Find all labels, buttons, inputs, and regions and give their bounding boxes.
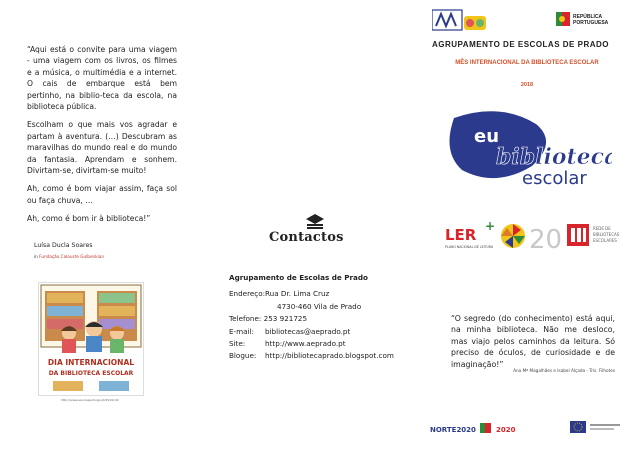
illustration-caption: http://www.escolapa.blogs.pt/2019/10/ xyxy=(60,398,120,402)
svg-text:+: + xyxy=(485,219,496,233)
footer-funding-logos xyxy=(430,418,630,446)
source-name: Fundação Calouste Gulbenkian xyxy=(39,254,105,259)
partner-logos xyxy=(443,216,623,260)
logo-escolar: escolar xyxy=(522,168,587,189)
rbe-logo xyxy=(567,224,620,246)
quote-paragraph-4: Ah, como é bom ir à biblioteca!” xyxy=(27,214,151,224)
rbe-text-2: BIBLIOTECAS xyxy=(593,232,620,237)
address-row xyxy=(229,288,404,300)
address-line-2: 4730-460 Vila de Prado xyxy=(277,301,362,311)
government-logo xyxy=(556,12,609,26)
logo-biblioteca: biblioteca xyxy=(496,144,612,170)
blog-row xyxy=(229,350,404,362)
address-line-1: Rua Dr. Lima Cruz xyxy=(265,289,330,299)
left-quote xyxy=(27,44,177,232)
quote-source xyxy=(34,254,104,259)
blog-link[interactable]: http://bibliotecaprado.blogspot.com xyxy=(265,351,394,361)
contacts-title: Contactos xyxy=(269,230,344,245)
quote-paragraph-2: Escolham o que mais vos agradar e partam à aventura. (…) Descubram as maravilhas do mundo real e do mundo da fantasia. Aprendam e sonhem. Divirtam-se, divirtam-se muito! xyxy=(27,120,177,176)
right-quote: “O segredo (do conhecimento) está aqui, na minha biblioteca. Não me desloco, mas viajo pelos caminhos da leitura. Só preciso de óculos, de curiosidade e de imaginação!” xyxy=(451,314,615,369)
rbe-text-1: REDE DE xyxy=(593,226,611,231)
right-quote-author: Ana Mª Magalhães e Isabel Alçada - Trís. Filhotes xyxy=(513,368,615,373)
blog-label: Blogue: xyxy=(229,351,257,361)
svg-text:20: 20 xyxy=(529,225,563,255)
illustration-title-2: DA BIBLIOTECA ESCOLAR xyxy=(48,370,134,377)
ler-sub: PLANO NACIONAL DE LEITURA xyxy=(445,245,494,249)
portugal2020-logo: 2020 xyxy=(496,426,516,434)
quote-paragraph-3: Ah, como é bom viajar assim, faça sol ou faça chuva, … xyxy=(27,184,177,205)
header-logos xyxy=(432,8,622,40)
site-row xyxy=(229,338,404,350)
ler-logo-text: LER xyxy=(445,226,477,244)
school-logo xyxy=(432,10,486,30)
site-label: Site: xyxy=(229,339,246,349)
ler-logo xyxy=(445,219,495,249)
gov-text-2: PORTUGUESA xyxy=(573,20,609,26)
site-link[interactable]: http://www.aeprado.pt xyxy=(265,339,346,349)
email-label: E-mail: xyxy=(229,326,254,336)
illustration-title-1: DIA INTERNACIONAL xyxy=(47,358,135,367)
quote-paragraph-1: “Aqui está o convite para uma viagem - uma viagem com os livros, os filmes e a música, o multimédia e a internet. O cais de embarque está bem pertinho, na biblio-teca da escola, na biblioteca pública. xyxy=(27,45,177,112)
logo-eu: eu xyxy=(474,126,500,147)
phone-text: Telefone: 253 921725 xyxy=(229,314,308,324)
illustration-image xyxy=(38,282,144,396)
email-link[interactable]: bibliotecas@aeprado.pt xyxy=(265,326,351,336)
year-label: 2018 xyxy=(520,82,534,88)
pinwheel-logo xyxy=(501,224,525,248)
address-label: Endereço: xyxy=(229,289,266,299)
contacts-block xyxy=(229,272,404,363)
eu-biblioteca-logo xyxy=(440,108,612,196)
month-title: MÊS INTERNACIONAL DA BIBLIOTECA ESCOLAR xyxy=(455,60,599,66)
source-prefix: in xyxy=(34,254,38,259)
children-reading-illustration xyxy=(39,283,143,395)
email-row xyxy=(229,326,404,338)
norte2020-logo: NORTE2020 xyxy=(430,426,476,434)
quote-author: Luísa Ducla Soares xyxy=(34,242,93,249)
school-name: AGRUPAMENTO DE ESCOLAS DE PRADO xyxy=(432,40,609,49)
address-row-2 xyxy=(229,301,404,313)
twenty-logo xyxy=(529,225,562,255)
gov-text-1: REPÚBLICA xyxy=(573,14,603,20)
contacts-org: Agrupamento de Escolas de Prado xyxy=(229,273,368,282)
rbe-text-3: ESCOLARES xyxy=(593,238,617,243)
